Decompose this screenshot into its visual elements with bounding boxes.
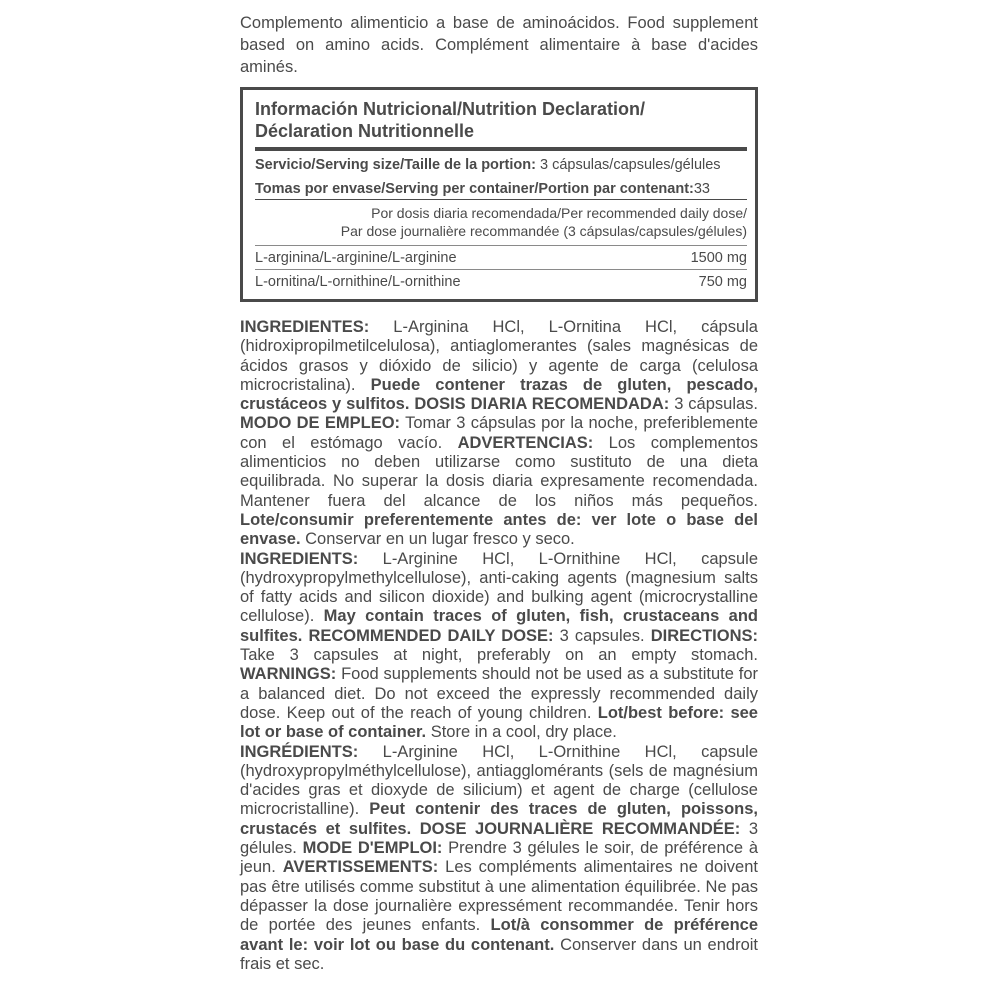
en-lot: Lot/best before: see lot or base of container. [240, 703, 758, 742]
nutrition-title: Información Nutricional/Nutrition Declaration/ Déclaration Nutritionnelle [255, 98, 747, 151]
en-warnings-label: WARNINGS: [240, 665, 337, 684]
fr-use-text: Prendre 3 gélules le soir, de préférence à jeun. [240, 839, 758, 877]
es-ingredients-label: INGREDIENTES: [240, 318, 370, 336]
fr-warnings-label: AVERTISSEMENTS: [282, 858, 439, 877]
es-warnings-label: ADVERTENCIAS: [457, 433, 594, 452]
fr-use-label: MODE D'EMPLOI: [302, 839, 443, 858]
serving-size-value: 3 cápsulas/capsules/gélules [535, 157, 721, 173]
french-text-block [240, 743, 758, 975]
es-warnings-text: Los complementos alimenticios no deben utilizarse como sustituto de una dieta equilibrada. No superar la dosis diaria expresamente recomendada. Mantener fuera del alcance de los niños más pequeños. [240, 433, 758, 510]
fr-lot: Lot/à consommer de préférence avant le: voir lot ou base du contenant. [240, 916, 759, 954]
fr-ingredients-text: L-Arginine HCl, L-Ornithine HCl, capsule (hydroxypropylméthylcellulose), antiagglomérants (sels de magnésium d'acides gras et dioxyde de silicium) et agent de charge (cellulose microcristalline). [240, 742, 758, 819]
es-ingredients-text: L-Arginina HCl, L-Ornitina HCl, cápsula (hidroxipropilmetilcelulosa), antiaglomerantes (sales magnésicas de ácidos grasos y dióxido de silicio) y agente de carga (celulosa microcristalina). [240, 318, 758, 394]
en-use-text: Take 3 capsules at night, preferably on an empty stomach. [240, 646, 758, 665]
nutrient-row [255, 270, 747, 293]
fr-ingredients-label: INGRÉDIENTS: [240, 742, 359, 761]
fr-storage: Conserver dans un endroit frais et sec. [240, 935, 758, 973]
per-dose-line-1: Por dosis diaria recomendada/Per recommended daily dose/ [371, 205, 747, 221]
nutrient-name: L-ornitina/L-ornithine/L-ornithine [255, 274, 461, 290]
nutrient-row [255, 246, 747, 270]
intro-text: Complemento alimenticio a base de aminoácidos. Food supplement based on amino acids. Complément alimentaire à base d'acides aminés. [240, 14, 758, 76]
fr-warnings-text: Les compléments alimentaires ne doivent pas être utilisés comme substitut à une alimentation équilibrée. Ne pas dépasser la dose journalière expressément recommandée. Tenir hors de portée des jeunes enfants. [240, 858, 758, 935]
nutrient-amount: 750 mg [698, 274, 747, 290]
en-warnings-text: Food supplements should not be used as a substitute for a balanced diet. Do not exceed the expressly recommended daily dose. Keep out of the reach of young children. [240, 665, 758, 722]
english-text-block [240, 550, 758, 743]
servings-per-container-label: Tomas por envase/Serving per container/Portion par contenant: [255, 181, 694, 197]
es-dose-label: DOSIS DIARIA RECOMENDADA: [409, 395, 670, 414]
es-storage: Conservar en un lugar fresco y seco. [300, 530, 575, 549]
en-traces: May contain traces of gluten, fish, crustaceans and sulfites. [240, 607, 758, 645]
en-use-label: DIRECTIONS: [650, 626, 758, 645]
per-dose-header [255, 200, 747, 246]
en-ingredients-label: INGREDIENTS: [240, 549, 359, 568]
en-storage: Store in a cool, dry place. [426, 723, 617, 742]
nutrient-amount: 1500 mg [690, 250, 747, 266]
servings-per-container [255, 175, 747, 200]
serving-size-label: Servicio/Serving size/Taille de la portion: [255, 157, 536, 173]
es-dose-text: 3 cápsulas. [669, 395, 758, 414]
es-use-label: MODO DE EMPLEO: [240, 414, 401, 433]
spanish-text-block [240, 318, 758, 550]
label-page [240, 12, 758, 974]
per-dose-line-2: Par dose journalière recommandée (3 cápsulas/capsules/gélules) [340, 223, 747, 239]
serving-size [255, 151, 747, 175]
es-use-text: Tomar 3 cápsulas por la noche, preferiblemente con el estómago vacío. [240, 414, 758, 452]
servings-per-container-value: 33 [693, 181, 710, 197]
fr-dose-label: DOSE JOURNALIÈRE RECOMMANDÉE: [411, 819, 741, 838]
en-dose-label: RECOMMENDED DAILY DOSE: [302, 626, 554, 645]
fr-dose-text: 3 gélules. [240, 819, 758, 858]
fr-traces: Peut contenir des traces de gluten, poissons, crustacés et sulfites. [240, 800, 758, 838]
nutrient-name: L-arginina/L-arginine/L-arginine [255, 250, 457, 266]
nutrition-facts-box [240, 87, 758, 302]
es-traces: Puede contener trazas de gluten, pescado, crustáceos y sulfitos. [240, 375, 758, 414]
en-ingredients-text: L-Arginine HCl, L-Ornithine HCl, capsule (hydroxypropylmethylcellulose), anti-caking agents (magnesium salts of fatty acids and silicon dioxide) and bulking agent (microcrystalline cellulose). [240, 549, 758, 626]
es-lot: Lote/consumir preferentemente antes de: ver lote o base del envase. [240, 510, 758, 549]
en-dose-text: 3 capsules. [553, 626, 651, 645]
